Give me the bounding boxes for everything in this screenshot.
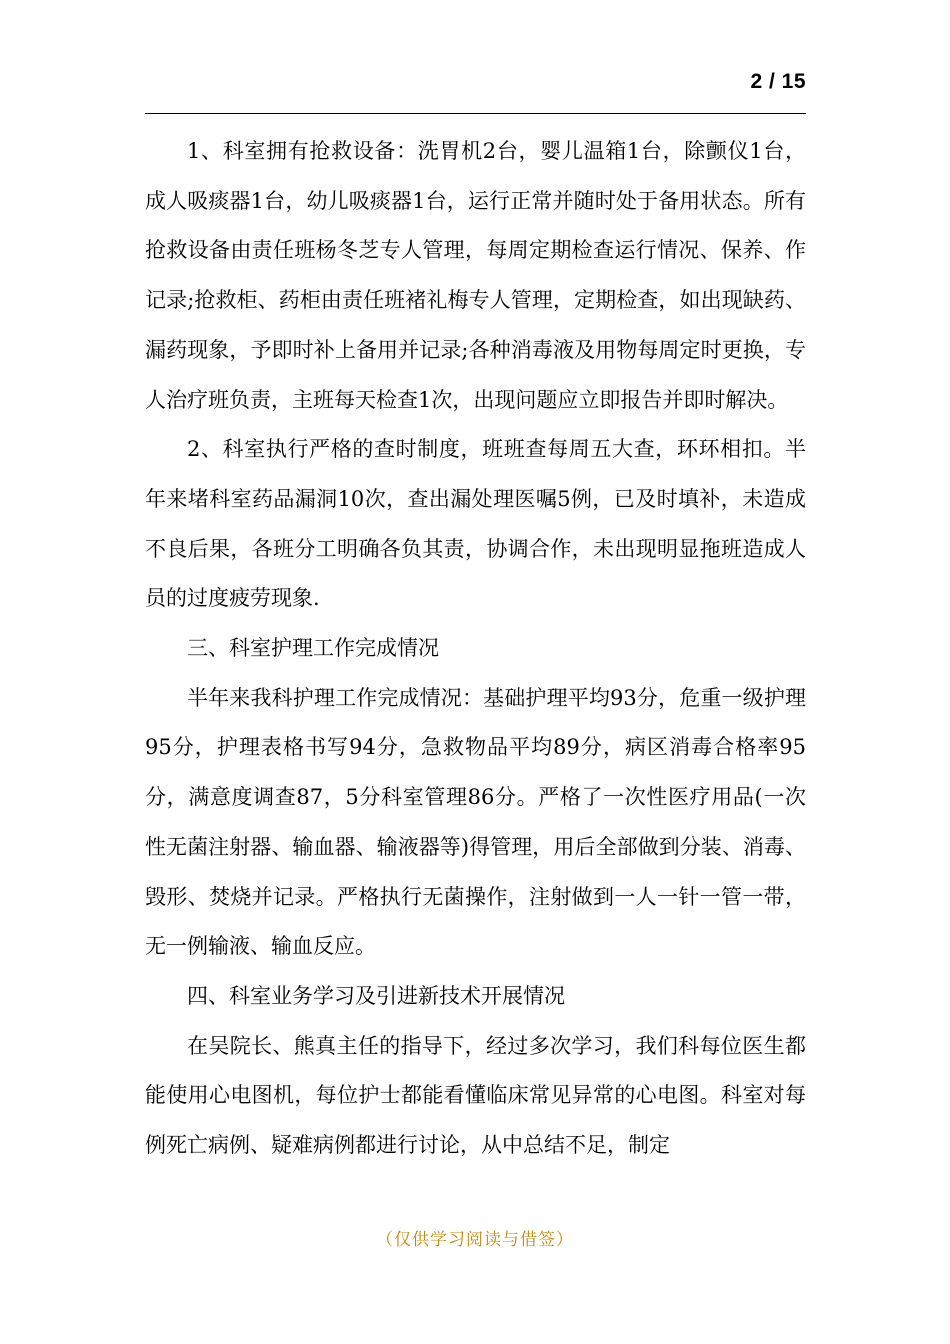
paragraph-checking-system: 2、科室执行严格的查时制度，班班查每周五大查，环环相扣。半年来堵科室药品漏洞10次，查出漏处理医嘱5例，已及时填补，未造成不良后果，各班分工明确各负其责，协调合作，未出现明显拖班造成人员的过度疲劳现象.: [145, 437, 806, 611]
paragraph-study-details: 在吴院长、熊真主任的指导下，经过多次学习，我们科每位医生都能使用心电图机，每位护士都能看懂临床常见异常的心电图。科室对每例死亡病例、疑难病例都进行讨论，从中总结不足，制定: [145, 1033, 806, 1158]
page-number: 2 / 15: [750, 70, 806, 93]
document-body: [145, 127, 806, 1171]
footer-disclaimer: （仅供学习阅读与借签）: [376, 1230, 574, 1250]
header-divider: [145, 113, 806, 114]
paragraph-nursing-results: 半年来我科护理工作完成情况：基础护理平均93分，危重一级护理95分，护理表格书写94分，急救物品平均89分，病区消毒合格率95分，满意度调查87，5分科室管理86分。严格了一次性医疗用品(一次性无菌注射器、输血器、输液器等)得管理，用后全部做到分装、消毒、毁形、焚烧并记录。严格执行无菌操作，注射做到一人一针一管一带，无一例输液、输血反应。: [145, 685, 806, 959]
paragraph-equipment: 1、科室拥有抢救设备：洗胃机2台，婴儿温箱1台，除颤仪1台，成人吸痰器1台，幼儿吸痰器1台，运行正常并随时处于备用状态。所有抢救设备由责任班杨冬芝专人管理，每周定期检查运行情况、保养、作记录;抢救柜、药柜由责任班褚礼梅专人管理，定期检查，如出现缺药、漏药现象，予即时补上备用并记录;各种消毒液及用物每周定时更换，专人治疗班负责，主班每天检查1次，出现问题应立即报告并即时解决。: [145, 139, 806, 412]
section-heading-nursing-work: 三、科室护理工作完成情况: [187, 636, 439, 661]
section-heading-study-technology: 四、科室业务学习及引进新技术开展情况: [187, 983, 565, 1008]
